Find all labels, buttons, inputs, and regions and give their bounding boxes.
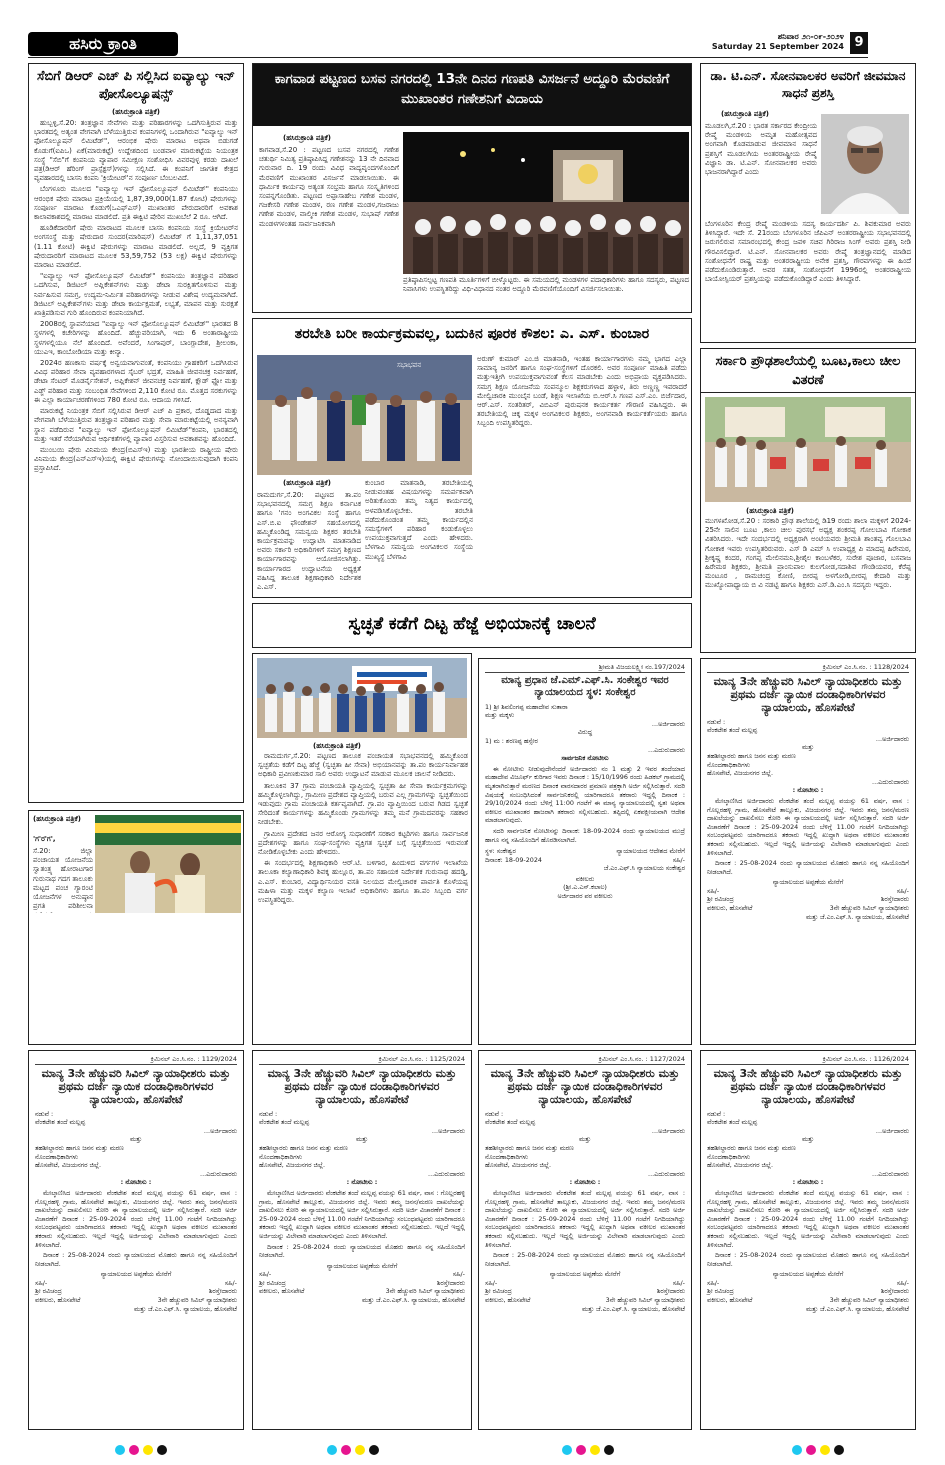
notice-applicant-label: ನಡುವೆ : xyxy=(259,1109,278,1118)
notice-sahi: ಸಹಿ/- xyxy=(452,1270,465,1279)
notice-sign-row xyxy=(35,1296,237,1305)
notice-order: ನ್ಯಾಯಾಲಯದ ಅಪ್ಪಣೆಯ ಮೇರೆಗೆ xyxy=(326,1261,398,1270)
notice-applicant: ವೆಂಕಟೇಶ ತಂದೆ ಮಲ್ಲಪ್ಪ xyxy=(259,1118,310,1127)
notice-hospet xyxy=(478,1050,692,1430)
notice-sahi: ಸಹಿ/- xyxy=(224,1278,237,1287)
article-sebi-para: ಬೆಂಗಳೂರು ಮೂಲದ "ಐವ್ಯಾಲ್ಯು ಇನ್ ಫೋಸೊಲ್ಯೂಷನ್ ಲಿಮಿಟೆಡ್" ಕಂಪನಿಯು ಆರಂಭಿಕ ಷೇರು ಮಾರಾಟ ಪ್ರಕ್ರಿಯೆಯಲ್ಲಿ 1,87,39,000(1.87 ಕೋಟಿ) ಷೇರುಗಳನ್ನು ಸಂಪೂರ್ಣ ಮಾರಾಟ ಕೊಡುಗೆ(ಒಎಫ್ಎಸ್) ಮುಖಾಂತರ ಪೇರುದಾರರಿಗೆ ಅವಕಾಶ ಕಾಲಾವಕಾಶದಲ್ಲಿ ಮಾರಾಟ ಮಾಡಲಿದೆ. ಪ್ರತಿ ಈಕ್ವಿಟಿ ಷೇರಿನ ಮುಖಬೆಲೆ 2 ರೂ. ಆಗಿದೆ. xyxy=(34,185,238,222)
notice-title: ಮಾನ್ಯ 3ನೇ ಹೆಚ್ಚುವರಿ ಸಿವಿಲ್ ನ್ಯಾಯಾಧೀಶರು ಮತ್ತು ಪ್ರಥಮ ದರ್ಜೆ ನ್ಯಾಯಿಕ ದಂಡಾಧಿಕಾರಿಗಳವರ ನ್ಯಾಯಾಲಯ, ಹೊಸಪೇಟೆ xyxy=(713,674,903,714)
notice-court2: ಮತ್ತು ಜೆ.ಎಂ.ಎಫ್.ಸಿ. ನ್ಯಾಯಾಲಯ, ಹೊಸಪೇಟೆ xyxy=(581,1304,685,1313)
registration-marks-left xyxy=(113,1440,169,1459)
registration-dot-black xyxy=(604,1445,614,1455)
notice-sign-row xyxy=(259,1287,465,1296)
notice-party: 1) ಮ : ಶರಣಪ್ಪ ಹಸ್ಸೇರ xyxy=(485,736,538,745)
notice-sahi: ಸಹಿ/- xyxy=(707,886,720,895)
notice-advocate-place: ವಕೀಲರು, ಹೊಸಪೇಟೆ xyxy=(485,1296,531,1305)
registration-dot-magenta xyxy=(341,1445,351,1455)
registration-dot-cyan xyxy=(562,1445,572,1455)
registration-marks-right xyxy=(790,1440,846,1459)
registration-dot-magenta xyxy=(576,1445,586,1455)
notice-sign-row xyxy=(707,1287,909,1296)
notice-dated: ದಿನಾಂಕ: 18-09-2024 xyxy=(485,855,542,864)
notice-sahi: ಸಹಿ/- xyxy=(707,1278,720,1287)
article-sonavalkar xyxy=(700,63,916,343)
notice-sahi: ಸಹಿ/- xyxy=(672,1278,685,1287)
notice-order: ನ್ಯಾಯಾಲಯದ ಅಪ್ಪಣೆಯ ಮೇರೆಗೆ xyxy=(772,1270,844,1279)
notice-versus: ಮತ್ತು xyxy=(801,1135,815,1144)
article-sonavalkar-para1: ಮೂಡಲಗಿ,ಸೆ.20 : ಭಾರತ ಸರ್ಕಾರದ ಕೇಂದ್ರೀಯ ರೇಷ್ಮೆ ಮಂಡಳಿಯ ಅಮೃತ ಮಹೋತ್ಸವದ ಅಂಗವಾಗಿ ಕೊಡಮಾಡುವ ಜೀವಮಾನ ಸಾಧನೆ ಪ್ರಶಸ್ತಿಗೆ ಮೂಡಲಗಿಯ ಅಂತರರಾಷ್ಟ್ರೀಯ ರೇಷ್ಮೆ ವಿಜ್ಞಾನಿ ಡಾ. ಟಿ.ಎನ್. ಸೋನವಾಲಕರ ಅವರು ಭಾಜನರಾಗಿದ್ದಾರೆ ಎಂದು xyxy=(705,122,817,177)
notice-issue: ದಿನಾಂಕ : 25-08-2024 ರಂದು ನ್ಯಾಯಾಲಯದ ಮೊಹರು ಹಾಗೂ ನನ್ನ ಸಹಿಯೊಂದಿಗೆ ನೀಡಲಾಗಿದೆ. xyxy=(259,1242,465,1260)
shoes-photo-svg xyxy=(705,397,911,502)
notice-body: ಮೇಲ್ಕಾಣಿಸಿದ ಅರ್ಜಿದಾರರು ವೆಂಕಟೇಶ ತಂದೆ ಮಲ್ಲಪ್ಪ ವಯಸ್ಸು 61 ವರ್ಷ, ವಾಸ : ಗೊಲ್ಲರಹಳ್ಳಿ ಗ್ರಾಮ, ಹೊಸಪೇಟೆ ತಾಲ್ಲೂಕು, ವಿಜಯನಗರ ಜಿಲ್ಲೆ. ಇವರು ತಮ್ಮ ಜನನ/ಮರಣ ದಾಖಲೆಯನ್ನು ದಾಖಲಿಸಲು ಕೋರಿ ಈ ನ್ಯಾಯಾಲಯದಲ್ಲಿ ಅರ್ಜಿ ಸಲ್ಲಿಸಿರುತ್ತಾರೆ. ಸದರಿ ಅರ್ಜಿ ವಿಚಾರಣೆಗೆ ದಿನಾಂಕ : 25-09-2024 ರಂದು ಬೆಳಿಗ್ಗೆ 11.00 ಗಂಟೆಗೆ ನಿಗದಿಯಾಗಿದ್ದು ಸಂಬಂಧಪಟ್ಟವರು ಯಾರಿಗಾದರೂ ತಕರಾರು ಇದ್ದಲ್ಲಿ ಖುದ್ದಾಗಿ ಅಥವಾ ವಕೀಲರ ಮುಖಾಂತರ ತಕರಾರು ಸಲ್ಲಿಸಬಹುದು. ಇಲ್ಲದೆ ಇದ್ದಲ್ಲಿ ಅರ್ಜಿಯನ್ನು ವಿಲೇವಾರಿ ಮಾಡಲಾಗುವುದು ಎಂದು ತಿಳಿಸಲಾಗಿದೆ. xyxy=(707,1188,909,1249)
notice-sirastedar: ಶಿರಸ್ತೇದಾರರು xyxy=(208,1287,237,1296)
notice-title: ಮಾನ್ಯ 3ನೇ ಹೆಚ್ಚುವರಿ ಸಿವಿಲ್ ನ್ಯಾಯಾಧೀಶರು ಮತ್ತು ಪ್ರಥಮ ದರ್ಜೆ ನ್ಯಾಯಿಕ ದಂಡಾಧಿಕಾರಿಗಳವರ ನ್ಯಾಯಾಲಯ, ಹೊಸಪೇಟೆ xyxy=(490,1066,680,1106)
notice-sirastedar: ಶಿರಸ್ತೇದಾರರು xyxy=(656,1287,685,1296)
article-sonavalkar-byline: (ಹಸಿರುಕ್ರಾಂತಿ ಪತ್ರಿಕೆ) xyxy=(721,110,769,118)
notice-date-text: ಸದರಿ ಸಾರ್ವಜನಿಕ ನೋಟೀಸನ್ನು ದಿನಾಂಕ: 18-09-2024 ರಂದು ನ್ಯಾಯಾಲಯದ ಮುದ್ರೆ ಹಾಗೂ ನನ್ನ ಸಹಿಯೊಂದಿಗೆ ಹೊರಡಿಸಲಾಗಿದೆ. xyxy=(485,826,685,844)
notice-sign-row xyxy=(485,1296,685,1305)
notice-sign-row xyxy=(707,904,909,913)
article-swachh xyxy=(252,603,692,648)
ganesha-photo-svg xyxy=(403,132,689,274)
notice-order: ನ್ಯಾಯಾಲಯದ ಆದೇಶದ ಮೇರೆಗೆ xyxy=(616,847,685,856)
article-shoes-body: ಮುಗಳಖೋಡ,ಸೆ.20 : ಸರಕಾರಿ ಪ್ರೌಢ ಶಾಲೆಯಲ್ಲಿ ಡಿ19 ರಂದು ಶಾಲಾ ಮಕ್ಕಳಿಗೆ 2024-25ನೇ ಸಾಲಿನ ಬೂಟ ,ಕಾಲು ಚೀಲ ಪುರಸಭೆ ಅಧ್ಯಕ್ಷ ಶಂಕರಪ್ಪ ಗೋಲಬಾವಿ ಗೋಕಾಕ ವಿತರಿಸಿದರು. ಇದೇ ಸಂದರ್ಭದಲ್ಲಿ ಅಧ್ಯಕ್ಷರಾಗಿ ಅಂಟಿಯವರು ಶ್ರೀಮತಿ ಶಾಂತವ್ವ ಗೊಲಬಾವಿ ಗೋಕಾಕ ಇವರು ಉಪಸ್ಥಿತರಿರುವರು. ಎಸ್ ಡಿ ಎಮ್ ಸಿ ಉಪಾಧ್ಯಕ್ಷ ಪಿ ಮಾದಪ್ಪ ಹಿರೇಮಠ, ಶ್ರೀಕೃಷ್ಣ ಕಂದರ, ಗಂಗಪ್ಪ ಮೇಲಿನಮನಿ,ಶ್ರೀಶೈಲ ಕಾಂಬಳೆಕರ, ಸುರೇಶ ಪೂಜಾರ, ಬಸವಾಜ ಹಿರೇಮಠ ಶಿಕ್ಷಕರು, ಶ್ರೀಮತಿ ಪ್ರಾಂಸುಪಾಲ ಕುಲಗೋಡ,ಸದಾಶಿವ ಗೌಂಡಿಯವರ, ಕೆರೆಪ್ಪ ಮಂಟೂರ , ರಾಮಚಂದ್ರ ಕೋಣಿ, ಬೀರಪ್ಪ ಅಳಗೋಡಿ,ಬೀರಪ್ಪ ಕೇದಾರಿ ಮತ್ತು ಮುಖ್ಯೋಪಾಧ್ಯಾಯ ಬಿ ವಿ ನಡಟ್ಟಿ ಹಾಗೂ ಶಿಕ್ಷಕರು ಎಸ್.ಡಿ.ಎಂ.ಸಿ ಸದಸ್ಯರು ಇದ್ದರು. xyxy=(705,517,911,590)
notice-court: 3ನೇ ಹೆಚ್ಚುವರಿ ಸಿವಿಲ್ ನ್ಯಾಯಾಧೀಶರು xyxy=(829,1296,909,1305)
article-felicitation-cont xyxy=(33,915,239,1041)
notice-advocate-name: ಶ್ರೀ ರವಿಚಂದ್ರ xyxy=(485,1287,512,1296)
article-sonavalkar-title: ಡಾ. ಟಿ.ಎನ್. ಸೋನವಾಲಕರ ಅವರಿಗೆ ಜೀವಮಾನ ಸಾಧನೆ ಪ್ರಶಸ್ತಿ xyxy=(710,69,906,100)
notice-sahi: ಸಹಿ/- xyxy=(896,886,909,895)
notice-heading: : ನೋಟೀಸು : xyxy=(792,1178,824,1187)
notice-body: ಮೇಲ್ಕಾಣಿಸಿದ ಅರ್ಜಿದಾರರು ವೆಂಕಟೇಶ ತಂದೆ ಮಲ್ಲಪ್ಪ ವಯಸ್ಸು 61 ವರ್ಷ, ವಾಸ : ಗೊಲ್ಲರಹಳ್ಳಿ ಗ್ರಾಮ, ಹೊಸಪೇಟೆ ತಾಲ್ಲೂಕು, ವಿಜಯನಗರ ಜಿಲ್ಲೆ. ಇವರು ತಮ್ಮ ಜನನ/ಮರಣ ದಾಖಲೆಯನ್ನು ದಾಖಲಿಸಲು ಕೋರಿ ಈ ನ್ಯಾಯಾಲಯದಲ್ಲಿ ಅರ್ಜಿ ಸಲ್ಲಿಸಿರುತ್ತಾರೆ. ಸದರಿ ಅರ್ಜಿ ವಿಚಾರಣೆಗೆ ದಿನಾಂಕ : 25-09-2024 ರಂದು ಬೆಳಿಗ್ಗೆ 11.00 ಗಂಟೆಗೆ ನಿಗದಿಯಾಗಿದ್ದು ಸಂಬಂಧಪಟ್ಟವರು ಯಾರಿಗಾದರೂ ತಕರಾರು ಇದ್ದಲ್ಲಿ ಖುದ್ದಾಗಿ ಅಥವಾ ವಕೀಲರ ಮುಖಾಂತರ ತಕರಾರು ಸಲ್ಲಿಸಬಹುದು. ಇಲ್ಲದೆ ಇದ್ದಲ್ಲಿ ಅರ್ಜಿಯನ್ನು ವಿಲೇವಾರಿ ಮಾಡಲಾಗುವುದು ಎಂದು ತಿಳಿಸಲಾಗಿದೆ. xyxy=(35,1188,237,1249)
notice-court: 3ನೇ ಹೆಚ್ಚುವರಿ ಸಿವಿಲ್ ನ್ಯಾಯಾಧೀಶರು xyxy=(829,904,909,913)
notice-case-number: ಕ್ರಿಮಿನಲ್ ಎಂ.ಸಿ.ನಂ. : 1127/2024 xyxy=(485,1055,685,1065)
article-swachh-byline: (ಹಸಿರುಕ್ರಾಂತಿ ಪತ್ರಿಕೆ) xyxy=(313,742,361,750)
notice-title: ಮಾನ್ಯ 3ನೇ ಹೆಚ್ಚುವರಿ ಸಿವಿಲ್ ನ್ಯಾಯಾಧೀಶರು ಮತ್ತು ಪ್ರಥಮ ದರ್ಜೆ ನ್ಯಾಯಿಕ ದಂಡಾಧಿಕಾರಿಗಳವರ ನ್ಯಾಯಾಲಯ, ಹೊಸಪೇಟೆ xyxy=(713,1066,903,1106)
article-kumbar-col3: ಅರುಣ್ ಕುಮಾರ್ ಎಂ.ಜಿ ಮಾತನಾಡಿ, ಇಂತಹ ಕಾರ್ಯಾಗಾರಗಳು ನಮ್ಮ ಭಾಗದ ಎಲ್ಲಾ ಸಾಮಾನ್ಯ ಜನರಿಗೆ ಹಾಗೂ ಸಂಘ-ಸಂಸ್ಥೆಗಳಿಗೆ ದೊರಕಲಿ. ಅವರ ಸಂಪೂರ್ಣ ಮಾಹಿತಿ ಪಡೆದು ಮತ್ತುಇತ್ತೀಗಿ ಉಪಯುಕ್ತವಾಗುವಂತೆ ಕೆಲಸ ಮಾಡಬೇಕು ಎಂದು ಅಭಿಪ್ರಾಯ ವ್ಯಕ್ತಪಡಿಸಿದರು. ಸಮಗ್ರ ಶಿಕ್ಷಣ ಯೋಜನೆಯ ಸಂಪನ್ಮೂಲ ಶಿಕ್ಷಕರುಗಳಾದ ಹಳ್ಳಾಳ, ತಿರು ಅಣ್ಣಣ್ಣ ಇವರಾದರೆ ಮೇಲ್ವಿಚಾರಕಿ ಮುಂಬೈನ ಬಂಡೆ, ಶಿಕ್ಷಣ ಇಲಾಖೆಯ ಬಿ.ಆರ್.ಸಿ ಗಣಪ ಎಸ್.ಎಂ. ಬಿರ್ಜೆದಾರ, ಆರ್.ಎಸ್. ಸಂತರಿತರ್, ವಿಬಿಎನ್ ಪುರುಷನಕ ಕಾರ್ಯಕರ್ತ ಗೌರಾಣಿ ವಹಿಸಿದ್ದರು. ಈ ತರಬೇತಿಯಲ್ಲಿ ಚಿಕ್ಕ ಮಕ್ಕಳ ಅಂಗವಿಕಲರ ಶಿಕ್ಷಕರು, ಅಂಗನವಾಡಿ ಕಾರ್ಯಕರ್ತೆಯರು ಹಾಗೂ ಸಿಬ್ಬಂದಿ ಉಪಸ್ಥಿತರಿದ್ದರು. xyxy=(477,355,687,428)
article-kumbar-col1: ರಾಮದುರ್ಗ,ಸೆ.20: ಪಟ್ಟಣದ ತಾ.ಪಂ ಸಭಾಭವನದಲ್ಲಿ ಸಮಗ್ರ ಶಿಕ್ಷಣ ಕರ್ನಾಟಕ ಹಾಗೂ 'ಗನಂ ಅಂಗವಿಕಲ ಸಂಸ್ಥೆ ಹಾಗೂ ಎಸ್.ಬಿ.ಐ ಫೌಂಡೇಶನ್ ಸಹಯೋಗದಲ್ಲಿ ಹಮ್ಮಿಕೊಂಡಿದ್ದ ಸಮನ್ವಯ ಶಿಕ್ಷಕರ ತರಬೇತಿ ಕಾರ್ಯಕ್ರಮವನ್ನು ಉದ್ಘಾಟಿಸಿ ಮಾತನಾಡಿದ ಅವರು ಸರ್ಕಾರಿ ಅಧಿಕಾರಿಗಳಿಗೆ ಸಮಗ್ರ ಶಿಕ್ಷಣದ ಕಾರ್ಯಾಗಾರವನ್ನು ಆಯೋಜಿಸಲಾಗಿತ್ತು. ಕಾರ್ಯಾಗಾರದ ಉದ್ಘಾಟನೆಯ ಅಧ್ಯಕ್ಷತೆ ವಹಿಸಿದ್ದ ತಾಲೂಕ ಶಿಕ್ಷಣಾಧಿಕಾರಿ ನಿರ್ದೇಶಕ ಎ.ಎಸ್. xyxy=(257,491,361,592)
training-photo-svg xyxy=(257,355,472,475)
notice-respondent-role: ...ಎದುರುದಾರರು xyxy=(428,1169,465,1178)
notice-issue: ದಿನಾಂಕ : 25-08-2024 ರಂದು ನ್ಯಾಯಾಲಯದ ಮೊಹರು ಹಾಗೂ ನನ್ನ ಸಹಿಯೊಂದಿಗೆ ನೀಡಲಾಗಿದೆ. xyxy=(35,1251,237,1268)
notice-advocate-name: ಶ್ರೀ ರವಿಚಂದ್ರ xyxy=(707,895,734,904)
notice-applicant-role: ...ಅರ್ಜಿದಾರರು xyxy=(875,734,909,743)
notice-applicant-label: ನಡುವೆ : xyxy=(707,717,726,726)
notice-respondent: ಹೊಸಪೇಟೆ, ವಿಜಯನಗರ ಜಿಲ್ಲೆ. xyxy=(485,1161,552,1170)
notice-heading: : ನೋಟೀಸು : xyxy=(120,1178,152,1187)
registration-dot-magenta xyxy=(806,1445,816,1455)
date-block xyxy=(712,32,844,51)
article-felicitation-body: ಸೆ.20: ಜಿಲ್ಲಾ ಪಂಚಾಯತ ಯೋಜನೆಯ ಸ್ವಾತಂತ್ರ್ಯ ಹೋರಾಟಗಾರ ಗುರುನಾಥ ಗದಗ ತಾಲೂಕು ಮಟ್ಟದ ಪಂಚ ಗ್ಯಾರಂಟಿ ಯೋಜನೆಗಳ ಅನುಷ್ಠಾನ ಪ್ರಗತಿ ಪರಿಶೀಲನಾ xyxy=(33,847,93,911)
registration-dot-black xyxy=(369,1445,379,1455)
newspaper-name: ಹಸಿರು ಕ್ರಾಂತಿ xyxy=(69,34,137,53)
felicitation-photo xyxy=(95,815,241,913)
notice-advocate-place: ವಕೀಲರು, ಹೊಸಪೇಟೆ xyxy=(707,904,753,913)
notice-sign-row xyxy=(259,1270,465,1279)
registration-dot-yellow xyxy=(590,1445,600,1455)
notice-advocate-name: (ಶ್ರೀ.ಎ.ಎಸ್.ಕಲಾಲ) xyxy=(563,883,607,892)
notice-advocate-place: ವಕೀಲರು, ಹೊಸಪೇಟೆ xyxy=(259,1287,305,1296)
article-shoes-byline: (ಹಸಿರುಕ್ರಾಂತಿ ಪತ್ರಿಕೆ) xyxy=(746,507,794,515)
notice-sign-row xyxy=(707,1279,909,1288)
article-sebi-para: 2008ರಲ್ಲಿ ಸ್ಥಾಪನೆಯಾದ "ಐವ್ಯಾಲ್ಯು ಇನ್ ಫೋಸೊಲ್ಯೂಷನ್ ಲಿಮಿಟೆಡ್" ಭಾರತದ 8 ಸ್ಥಳಗಳಲ್ಲಿ ಕಚೇರಿಗಳನ್ನು ಹೊಂದಿದೆ. ಹೆಚ್ಚುವರಿಯಾಗಿ, ಇದು 6 ಅಂತಾರಾಷ್ಟ್ರೀಯ ಸ್ಥಳಗಳಲ್ಲಿಯೂ ನೆಲೆ ಹೊಂದಿದೆ. ಅವೆಂದರೆ, ಸಿಂಗಾಪುರ್, ಬಾಂಗ್ಲಾದೇಶ, ಶ್ರೀಲಂಕಾ, ಯುಎಇ, ಕಾಂಬೋಡಿಯಾ ಮತ್ತು ಕೀನ್ಯಾ. xyxy=(34,320,238,356)
notice-party-role: ...ಅರ್ಜಿದಾರರು xyxy=(651,719,685,728)
notice-applicant: ವೆಂಕಟೇಶ ತಂದೆ ಮಲ್ಲಪ್ಪ xyxy=(485,1118,536,1127)
date-english: Saturday 21 September 2024 xyxy=(711,42,844,51)
notice-advocate: ವಕೀಲರು xyxy=(575,874,595,883)
notice-advocate-name: ಶ್ರೀ ರವಿಚಂದ್ರ xyxy=(259,1278,286,1287)
notice-hospet xyxy=(28,1050,244,1430)
notice-sign-row xyxy=(707,895,909,904)
portrait-svg xyxy=(821,114,909,214)
article-kumbar-byline: (ಹಸಿರುಕ್ರಾಂತಿ ಪತ್ರಿಕೆ) xyxy=(283,479,331,487)
article-swachh-para: ಗ್ರಾಮೀಣ ಪ್ರದೇಶದ ಜನರ ಆರೋಗ್ಯ ಸುಧಾರಣೆಗೆ ಸರಕಾರ ಕಟ್ಟರಿಗಳು ಹಾಗೂ ಸಾರ್ವಜನಿಕ ಪ್ರದೇಶಗಳನ್ನು ಹಾಗೂ ಸಂಘ-ಸಂಸ್ಥೆಗಳು ವ್ಯಕ್ತಿಗತ ಸ್ವಚ್ಛತೆ ಬಗ್ಗೆ ಸ್ವಚ್ಛತೆಯಿಂದ ಇರುವಂತೆ ನೋಡಿಕೊಳ್ಳಬೇಕು ಎಂದು ಹೇಳಿದರು. xyxy=(258,829,468,857)
registration-dot-yellow xyxy=(143,1445,153,1455)
article-swachh-body xyxy=(252,653,472,1045)
notice-applicant: ವೆಂಕಟೇಶ ತಂದೆ ಮಲ್ಲಪ್ಪ xyxy=(707,1118,758,1127)
notice-sankeshwar xyxy=(478,658,692,1045)
notice-sign-row xyxy=(259,1279,465,1288)
registration-dot-yellow xyxy=(820,1445,830,1455)
notice-respondent: ನೊಂದಣಾಧಿಕಾರಿಗಳು xyxy=(707,760,751,769)
article-kumbar-title: ತರಬೇತಿ ಬರೀ ಕಾರ್ಯಕ್ರಮವಲ್ಲ, ಬದುಕಿನ ಪೂರಕ ಕೌಶಲ: ಎ. ಎಸ್. ಕುಂಬಾರ xyxy=(294,326,650,342)
page-number: 9 xyxy=(850,32,868,54)
notice-body: ಮೇಲ್ಕಾಣಿಸಿದ ಅರ್ಜಿದಾರರು ವೆಂಕಟೇಶ ತಂದೆ ಮಲ್ಲಪ್ಪ ವಯಸ್ಸು 61 ವರ್ಷ, ವಾಸ : ಗೊಲ್ಲರಹಳ್ಳಿ ಗ್ರಾಮ, ಹೊಸಪೇಟೆ ತಾಲ್ಲೂಕು, ವಿಜಯನಗರ ಜಿಲ್ಲೆ. ಇವರು ತಮ್ಮ ಜನನ/ಮರಣ ದಾಖಲೆಯನ್ನು ದಾಖಲಿಸಲು ಕೋರಿ ಈ ನ್ಯಾಯಾಲಯದಲ್ಲಿ ಅರ್ಜಿ ಸಲ್ಲಿಸಿರುತ್ತಾರೆ. ಸದರಿ ಅರ್ಜಿ ವಿಚಾರಣೆಗೆ ದಿನಾಂಕ : 25-09-2024 ರಂದು ಬೆಳಿಗ್ಗೆ 11.00 ಗಂಟೆಗೆ ನಿಗದಿಯಾಗಿದ್ದು ಸಂಬಂಧಪಟ್ಟವರು ಯಾರಿಗಾದರೂ ತಕರಾರು ಇದ್ದಲ್ಲಿ ಖುದ್ದಾಗಿ ಅಥವಾ ವಕೀಲರ ಮುಖಾಂತರ ತಕರಾರು ಸಲ್ಲಿಸಬಹುದು. ಇಲ್ಲದೆ ಇದ್ದಲ್ಲಿ ಅರ್ಜಿಯನ್ನು ವಿಲೇವಾರಿ ಮಾಡಲಾಗುವುದು ಎಂದು ತಿಳಿಸಲಾಗಿದೆ. xyxy=(707,796,909,857)
notice-versus: ಮತ್ತು xyxy=(129,1135,143,1144)
notice-advocate-name: ಶ್ರೀ ರವಿಚಂದ್ರ xyxy=(35,1287,62,1296)
training-program-photo xyxy=(257,355,472,475)
registration-dot-cyan xyxy=(792,1445,802,1455)
notice-issue: ದಿನಾಂಕ : 25-08-2024 ರಂದು ನ್ಯಾಯಾಲಯದ ಮೊಹರು ಹಾಗೂ ನನ್ನ ಸಹಿಯೊಂದಿಗೆ ನೀಡಲಾಗಿದೆ. xyxy=(485,1251,685,1268)
registration-dot-black xyxy=(157,1445,167,1455)
notice-heading: : ನೋಟೀಸು : xyxy=(792,786,824,795)
notice-applicant-role: ...ಅರ್ಜಿದಾರರು xyxy=(203,1126,237,1135)
article-sebi-body xyxy=(34,119,238,789)
registration-dot-black xyxy=(834,1445,844,1455)
notice-applicant-role: ...ಅರ್ಜಿದಾರರು xyxy=(431,1126,465,1135)
notice-party: 1) ಶ್ರೀ ಶಿವಲಿಂಗಪ್ಪ ಮಹಾದೇವ ಸುತಾರಾ xyxy=(485,702,568,711)
notice-versus: ಮತ್ತು xyxy=(578,1135,592,1144)
article-felicitation xyxy=(28,810,244,1045)
notice-applicant-role: ...ಅರ್ಜಿದಾರರು xyxy=(651,1126,685,1135)
notice-case-number: ಕ್ರಿಮಿನಲ್ ಎಂ.ಸಿ.ನಂ. : 1126/2024 xyxy=(707,1055,909,1065)
registration-marks-3 xyxy=(560,1440,616,1459)
notice-place-row xyxy=(485,847,685,856)
notice-body: ಮೇಲ್ಕಾಣಿಸಿದ ಅರ್ಜಿದಾರರು ವೆಂಕಟೇಶ ತಂದೆ ಮಲ್ಲಪ್ಪ ವಯಸ್ಸು 61 ವರ್ಷ, ವಾಸ : ಗೊಲ್ಲರಹಳ್ಳಿ ಗ್ರಾಮ, ಹೊಸಪೇಟೆ ತಾಲ್ಲೂಕು, ವಿಜಯನಗರ ಜಿಲ್ಲೆ. ಇವರು ತಮ್ಮ ಜನನ/ಮರಣ ದಾಖಲೆಯನ್ನು ದಾಖಲಿಸಲು ಕೋರಿ ಈ ನ್ಯಾಯಾಲಯದಲ್ಲಿ ಅರ್ಜಿ ಸಲ್ಲಿಸಿರುತ್ತಾರೆ. ಸದರಿ ಅರ್ಜಿ ವಿಚಾರಣೆಗೆ ದಿನಾಂಕ : 25-09-2024 ರಂದು ಬೆಳಿಗ್ಗೆ 11.00 ಗಂಟೆಗೆ ನಿಗದಿಯಾಗಿದ್ದು ಸಂಬಂಧಪಟ್ಟವರು ಯಾರಿಗಾದರೂ ತಕರಾರು ಇದ್ದಲ್ಲಿ ಖುದ್ದಾಗಿ ಅಥವಾ ವಕೀಲರ ಮುಖಾಂತರ ತಕರಾರು ಸಲ್ಲಿಸಬಹುದು. ಇಲ್ಲದೆ ಇದ್ದಲ್ಲಿ ಅರ್ಜಿಯನ್ನು ವಿಲೇವಾರಿ ಮಾಡಲಾಗುವುದು ಎಂದು ತಿಳಿಸಲಾಗಿದೆ. xyxy=(485,1188,685,1249)
notice-hospet xyxy=(700,658,916,1045)
notice-applicant: ವೆಂಕಟೇಶ ತಂದೆ ಮಲ್ಲಪ್ಪ xyxy=(707,726,758,735)
article-sebi-para: ಹುಬ್ಬಳ್ಳಿ,ಸೆ.20: ತಂತ್ರಜ್ಞಾನ ಸೇವೆಗಳು ಮತ್ತು ಪರಿಹಾರಗಳನ್ನು ಒದಗಿಸುತ್ತಿರುವ ಮತ್ತು ಭಾರತದಲ್ಲಿ ಅತ್ಯಂತ ವೇಗವಾಗಿ ಬೆಳೆಯುತ್ತಿರುವ ಕಂಪನಿಗಳಲ್ಲಿ ಒಂದಾಗಿರುವ "ಐವ್ಯಾಲ್ಯು ಇನ್ ಫೋಸೊಲ್ಯೂಷನ್ ಲಿಮಿಟೆಡ್", ಆರಂಭಿಕ ಷೇರು ಮಾರಾಟ ಅಥವಾ ಬಿಡುಗಡೆ ಕೊಡುಗೆ(ಐಪಿಒ) ಏಕೆ(ಮಾರುಕಟ್ಟೆ) ಉದ್ದೇಶದಿಂದ ಬಂಡವಾಳ ಮಾರುಕಟ್ಟೆಯ ನಿಯಂತ್ರಕ ಸಂಸ್ಥೆ "ಸೆಬಿ"ಗೆ ಕಂಪನಿಯ ವ್ಯಾಪಾರ ಸಮೀಕ್ಷಣ ಸಂಶೋಧಿಸಿ ವಿವರವುಳ್ಳ ಕರಡು ದಾಖಲೆ ಪತ್ರ(ಡಿಆರ್ ಹೆರಿಂಗ್ ಪ್ರಾಸ್ಪೆಕ್ಟಸ್)ಗಳನ್ನು ಸಲ್ಲಿಸಿದೆ. ಈ ಕಂಪನಿಗೆ ಜಾಗತಿಕ ಕೇತ್ರದ ವ್ಯವಹಾರದಲ್ಲಿ ಬಾಸನಿ ಕಂಪನಿ 'ಕ್ರಿಯೇಟರ್'ನ ಸಂಪೂರ್ಣ ಬೆಂಬಲವಿದೆ. xyxy=(34,119,238,183)
article-sebi-para: ಹೂಡಿಕೆದಾರರಿಗೆ ಷೇರು ಮಾರಾಟದ ಮೂಲಕ ಬಾಸನಿ ಕಂಪನಿಯ ಸಂಸ್ಥೆ ಕ್ರಿಯೇಟರ್‌ನ ಅಂಗಸಂಸ್ಥೆ ಮತ್ತು ಷೇರುದಾರ ಸುಂದರ(ಮಾರಿಷಸ್) ಲಿಮಿಟೆಡ್ ಗೆ 1,11,37,051 (1.11 ಕೋಟಿ) ಈಕ್ವಿಟಿ ಷೇರುಗಳನ್ನು ಮಾರಾಟ ಮಾಡಲಿದೆ. ಅಲ್ಲದೆ, 9 ವ್ಯಕ್ತಿಗತ ಷೇರುದಾರರಿಗೆ ಮಾರಾಟದ ಮೂಲಕ 53,59,752 (53 ಲಕ್ಷ) ಈಕ್ವಿಟಿ ಷೇರುಗಳನ್ನು ಮಾರಾಟ ಮಾಡಲಿದೆ. xyxy=(34,224,238,270)
swachh-event-photo xyxy=(257,658,467,738)
notice-court: 3ನೇ ಹೆಚ್ಚುವರಿ ಸಿವಿಲ್ ನ್ಯಾಯಾಧೀಶರು xyxy=(605,1296,685,1305)
notice-sahi: ಸಹಿ/- xyxy=(35,1278,48,1287)
notice-body: ಮೇಲ್ಕಾಣಿಸಿದ ಅರ್ಜಿದಾರರು ವೆಂಕಟೇಶ ತಂದೆ ಮಲ್ಲಪ್ಪ ವಯಸ್ಸು 61 ವರ್ಷ, ವಾಸ : ಗೊಲ್ಲರಹಳ್ಳಿ ಗ್ರಾಮ, ಹೊಸಪೇಟೆ ತಾಲ್ಲೂಕು, ವಿಜಯನಗರ ಜಿಲ್ಲೆ. ಇವರು ತಮ್ಮ ಜನನ/ಮರಣ ದಾಖಲೆಯನ್ನು ದಾಖಲಿಸಲು ಕೋರಿ ಈ ನ್ಯಾಯಾಲಯದಲ್ಲಿ ಅರ್ಜಿ ಸಲ್ಲಿಸಿರುತ್ತಾರೆ. ಸದರಿ ಅರ್ಜಿ ವಿಚಾರಣೆಗೆ ದಿನಾಂಕ : 25-09-2024 ರಂದು ಬೆಳಿಗ್ಗೆ 11.00 ಗಂಟೆಗೆ ನಿಗದಿಯಾಗಿದ್ದು ಸಂಬಂಧಪಟ್ಟವರು ಯಾರಿಗಾದರೂ ತಕರಾರು ಇದ್ದಲ್ಲಿ ಖುದ್ದಾಗಿ ಅಥವಾ ವಕೀಲರ ಮುಖಾಂತರ ತಕರಾರು ಸಲ್ಲಿಸಬಹುದು. ಇಲ್ಲದೆ ಇದ್ದಲ್ಲಿ ಅರ್ಜಿಯನ್ನು ವಿಲೇವಾರಿ ಮಾಡಲಾಗುವುದು ಎಂದು ತಿಳಿಸಲಾಗಿದೆ. xyxy=(259,1188,465,1240)
notice-case-number: ಶ್ರೀಮತಿ ವಿಜಯಲಕ್ಷ್ಮೀ ನಂ.197/2024 xyxy=(485,663,685,673)
notice-sahi: ಸಹಿ/- xyxy=(672,855,685,864)
notice-respondent: ಹೊಸಪೇಟೆ, ವಿಜಯನಗರ ಜಿಲ್ಲೆ. xyxy=(35,1161,102,1170)
notice-applicant-label: ನಡುವೆ : xyxy=(707,1109,726,1118)
notice-heading: : ನೋಟೀಸು : xyxy=(346,1178,378,1187)
article-sebi-para: ಮಾರುಕಟ್ಟೆ ನಿಯಂತ್ರಕ ಸೆಬಿಗೆ ಸಲ್ಲಿಸಿರುವ ಡಿಆರ್ ಎಚ್ ಪಿ ಪ್ರಕಾರ, ದೊಡ್ಡದಾದ ಮತ್ತು ವೇಗವಾಗಿ ಬೆಳೆಯುತ್ತಿರುವ ತಂತ್ರಜ್ಞಾನ ಪರಿಹಾರ ಮತ್ತು ಸೇವಾ ಮಾರುಕಟ್ಟೆಯಲ್ಲಿ ಅನನ್ಯವಾಗಿ ಸ್ಥಾನ ಪಡೆದಿರುವ "ಐವ್ಯಾಲ್ಯು ಇನ್ ಫೋಸೊಲ್ಯೂಷನ್ ಲಿಮಿಟೆಡ್"ಕಂಪನಿ, ಭಾರತದಲ್ಲಿ ಮತ್ತು ಇತರೆ ನೆರೆಯಾಗಿರುವ ಆರ್ಥಿಕತೆಗಳಲ್ಲಿ ವ್ಯಾಪಾರ ವಿಸ್ತರಿಸುವ ಅವಕಾಶವನ್ನು ಹೊಂದಿದೆ. xyxy=(34,407,238,443)
notice-sahi: ಸಹಿ/- xyxy=(896,1278,909,1287)
notice-advocate-role: ಅರ್ಜಿದಾರರ ಪರ ವಕೀಲರು xyxy=(557,892,613,901)
registration-dot-cyan xyxy=(327,1445,337,1455)
article-kumbar-col2: ಕುಂಬಾರ ಮಾತನಾಡಿ, ತರಬೇತಿಯಲ್ಲಿ ನೀಡುವಂತಹ ವಿಷಯಗಳನ್ನು ಸಮರ್ಪಕವಾಗಿ ಅರಿತುಕೊಂಡು ತಮ್ಮ ನಿತ್ಯದ ಕಾರ್ಯದಲ್ಲಿ ಅಳವಡಿಸಿಕೊಳ್ಳಬೇಕು. ತರಬೇತಿ ಪಡೆದುಕೊಂಡಂತ ತಮ್ಮ ಕಾರ್ಯದಲ್ಲಿನ ಸಮಸ್ಯೆಗಳಿಗೆ ಪರಿಹಾರ ಕಂಡುಕೊಳ್ಳಲು ಉಪಯುಕ್ತವಾಗುತ್ತದೆ ಎಂದು ಹೇಳಿದರು. ಬೆಳಗಾವಿ ಸಮನ್ವಯ ಅಂಗವಿಕಲರ ಸಂಸ್ಥೆಯ ಮುಖ್ಯಸ್ಥೆ ಬೆಳಗಾವಿ xyxy=(365,479,473,561)
notice-applicant-role: ...ಅರ್ಜಿದಾರರು xyxy=(875,1126,909,1135)
notice-title: ಮಾನ್ಯ 3ನೇ ಹೆಚ್ಚುವರಿ ಸಿವಿಲ್ ನ್ಯಾಯಾಧೀಶರು ಮತ್ತು ಪ್ರಥಮ ದರ್ಜೆ ನ್ಯಾಯಿಕ ದಂಡಾಧಿಕಾರಿಗಳವರ ನ್ಯಾಯಾಲಯ, ಹೊಸಪೇಟೆ xyxy=(41,1066,231,1106)
registration-dot-magenta xyxy=(129,1445,139,1455)
notice-case-number: ಕ್ರಿಮಿನಲ್ ಎಂ.ಸಿ.ನಂ. : 1129/2024 xyxy=(35,1055,237,1065)
article-swachh-para: ಈ ಸಂದರ್ಭದಲ್ಲಿ ಶಿಕ್ಷಣಾಧಿಕಾರಿ ಆರ್.ಟಿ. ಬಳಿಗಾರ, ಹಿಂದುಳಿದ ವರ್ಗಗಳ ಇಲಾಖೆಯ ತಾಲೂಕಾ ಕಲ್ಯಾಣಾಧಿಕಾರಿ ಶಿವಕ್ಕ ಹುಲ್ಲೂರ, ತಾ.ಪಂ ಸಹಾಯಕ ನಿರ್ದೇಶಕ ಗುರುನಾಥ ಹದಡ್ಡಿ, ಎ.ಎಸ್. ಕುಂಬಾರ, ವಿದ್ಯಾರ್ಥಿನಿಯರ ವಸತಿ ನಿಲಯದ ಮೇಲ್ವಿಚಾರಕ ಪಾರ್ವತಿ ಕೊಳೆಯಪ್ಪ ಮಹಿಳಾ ಮತ್ತು ಮಕ್ಕಳ ಕಲ್ಯಾಣ ಇಲಾಖೆ ಅಧಿಕಾರಿಗಳು ಹಾಗೂ ತಾ.ಪಂ ಸಿಬ್ಬಂದಿ ವರ್ಗ ಉಪಸ್ಥಿತರಿದ್ದರು. xyxy=(258,859,468,905)
masthead xyxy=(28,30,868,58)
notice-versus: ಮತ್ತು xyxy=(801,743,815,752)
notice-body: ಈ ನೋಟೀಸು ನೀಡುವುದೇನೆಂದರೆ ಅರ್ಜಿದಾರರು ನಂ 1 ಮತ್ತು 2 ಇವರ ತಂದೆಯಾದ ಮಹಾದೇವ ವಿಜೂರ್ಫ್ ಕುರಿಗಾರ ಇವರು ದಿನಾಂಕ : 15/10/1996 ರಂದು ಹಿಡಕಲ್ ಗ್ರಾಮದಲ್ಲಿ ಮೃತರಾಗಿರುತ್ತಾರೆ ಮರಣದ ದಿನಾಂಕ ವಾರಸದಾರರ ಪ್ರಮಾಣ ಪತ್ರಕ್ಕಾಗಿ ಅರ್ಜಿ ಸಲ್ಲಿಸಿರುತ್ತಾರೆ. ಸದರಿ ವಿಷಯಕ್ಕೆ ಸಂಬಂಧಿಸಿದಂತೆ ಸಾರ್ವಜನಿಕರಲ್ಲಿ ಯಾರಿಗಾದರೂ ತಕರಾರು ಇದ್ದಲ್ಲಿ ದಿನಾಂಕ : 29/10/2024 ರಂದು ಬೆಳಿಗ್ಗೆ 11:00 ಗಂಟೆಗೆ ಈ ಮಾನ್ಯ ನ್ಯಾಯಾಲಯದಲ್ಲಿ ಸ್ವತಃ ಅಥವಾ ವಕೀಲರ ಮುಖಾಂತರ ಹಾಜರಾಗಿ ತಕರಾರು ಸಲ್ಲಿಸಬಹುದು. ತಪ್ಪಿದಲ್ಲಿ ಏಕಪಕ್ಷೀಯವಾಗಿ ಆದೇಶ ಮಾಡಲಾಗುವುದು. xyxy=(485,764,685,825)
notice-sirastedar: ಶಿರಸ್ತೇದಾರರು xyxy=(436,1278,465,1287)
notice-place: ಸ್ಥಳ: ಸಂಕೇಶ್ವರ xyxy=(485,847,516,856)
notice-title: ಮಾನ್ಯ 3ನೇ ಹೆಚ್ಚುವರಿ ಸಿವಿಲ್ ನ್ಯಾಯಾಧೀಶರು ಮತ್ತು ಪ್ರಥಮ ದರ್ಜೆ ನ್ಯಾಯಿಕ ದಂಡಾಧಿಕಾರಿಗಳವರ ನ್ಯಾಯಾಲಯ, ಹೊಸಪೇಟೆ xyxy=(267,1066,457,1106)
notice-sign-row xyxy=(35,1279,237,1288)
masthead-name-box xyxy=(28,32,178,56)
notice-respondent: ನೊಂದಣಾಧಿಕಾರಿಗಳು xyxy=(259,1152,303,1161)
notice-hospet xyxy=(252,1050,472,1430)
article-felicitation-byline: (ಹಸಿರುಕ್ರಾಂತಿ ಪತ್ರಿಕೆ) xyxy=(33,815,81,823)
article-ganesha-para1: ಕಾಗವಾಡ,ಸೆ.20 : ಪಟ್ಟಣದ ಬಸವ ನಗರದಲ್ಲಿ ಗಣೇಶ ಚತುರ್ಥಿ ನಿಮಿತ್ಯ ಪ್ರತಿಷ್ಠಾಪಿಸಿದ್ದ ಗಣೇಶನನ್ನು 13 ನೇ ದಿನವಾದ ಗುರುವಾರ ದಿ. 19 ರಂದು ವಿವಿಧ ವಾದ್ಯವೃಂದಗಳೊಂದಿಗೆ ಮೆರವಣಿಗೆ ಮುಖಾಂತರ ವಿಸರ್ಜನೆ ಮಾಡಲಾಯಿತು. ಈ ಧಾರ್ಮಿಕ ಕಾರ್ಯವು ಅತ್ಯಂತ ಸಂಭ್ರಮ ಹಾಗೂ ಸಂಸ್ಕೃತಿಗಳಿಂದ ಸಂಪನ್ನಗೊಂಡಿತು. ಪಟ್ಟಣದ ಅಪ್ಪಾಸಾಹೇಬ ಗಣೇಶ ಮಂಡಳ, ಗಜಕೇಸರಿ ಗಣೇಶ ಮಂಡಳ, ರಣ ಗಣೇಶ ಮಂಡಳ,ಗಜರಾಜು ಗಣೇಶ ಮಂಡಳ, ವಾಲ್ಮೀಕಿ ಗಣೇಶ ಮಂಡಳ, ಸುಭಾಷ್ ಗಣೇಶ ಮಂಡಳಗಳಂತಹ ಸಾರ್ವಜನಿಕವಾಗಿ xyxy=(259,146,399,228)
notice-applicant-row xyxy=(35,1110,237,1119)
notice-applicant-row xyxy=(707,718,909,727)
notice-court: 3ನೇ ಹೆಚ್ಚುವರಿ ಸಿವಿಲ್ ನ್ಯಾಯಾಧೀಶರು xyxy=(157,1296,237,1305)
notice-order: ನ್ಯಾಯಾಲಯದ ಅಪ್ಪಣೆಯ ಮೇರೆಗೆ xyxy=(100,1270,172,1279)
notice-respondent: ತಹಶೀಲ್ದಾರರು ಹಾಗೂ ಜನನ ಮತ್ತು ಮರಣ xyxy=(35,1143,124,1152)
notice-respondent: ಹೊಸಪೇಟೆ, ವಿಜಯನಗರ ಜಿಲ್ಲೆ. xyxy=(707,769,774,778)
notice-court2: ಮತ್ತು ಜೆ.ಎಂ.ಎಫ್.ಸಿ. ನ್ಯಾಯಾಲಯ, ಹೊಸಪೇಟೆ xyxy=(133,1304,237,1313)
article-swachh-para: ರಾಮದುರ್ಗ,ಸೆ.20: ಪಟ್ಟಣದ ತಾಲೂಕ ಪಂಚಾಯತ ಸಭಾಭವನದಲ್ಲಿ ಹಮ್ಮಿಕೊಂಡ ಸ್ವಚ್ಛತೆಯ ಕಡೆಗೆ ದಿಟ್ಟ ಹೆಜ್ಜೆ (ಸ್ವಚ್ಛತಾ ಹೀ ಸೇವಾ) ಅಭಿಯಾನವನ್ನು ತಾ.ಪಂ ಕಾರ್ಯನಿರ್ವಾಹಕ ಅಧಿಕಾರಿ ಪ್ರವೀಣಕುಮಾರ ಸಾಲಿ ಅವರು ಉದ್ಘಾಟನೆ ಮಾಡುವ ಮೂಲಕ ಚಾಲನೆ ನೀಡಿದರು. xyxy=(258,752,468,779)
notice-court: ಜೆ.ಎಂ.ಎಫ್.ಸಿ ನ್ಯಾಯಾಲಯ ಸಂಕೇಶ್ವರ xyxy=(603,864,685,873)
article-swachh-title: ಸ್ವಚ್ಛತೆ ಕಡೆಗೆ ದಿಟ್ಟ ಹೆಜ್ಜೆ ಅಭಿಯಾನಕ್ಕೆ ಚಾಲನೆ xyxy=(348,614,596,634)
sonavalkar-portrait xyxy=(821,114,909,214)
article-swachh-para: ತಾಲೂಕಿನ 37 ಗ್ರಾಮ ಪಂಚಾಯತಿ ವ್ಯಾಪ್ತಿಯಲ್ಲಿ ಸ್ವಚ್ಛತಾ ಹೀ ಸೇವಾ ಕಾರ್ಯಕ್ರಮಗಳನ್ನು ಹಮ್ಮಿಕೊಳ್ಳಲಾಗಿದ್ದು, ಗ್ರಾಮೀಣ ಪ್ರದೇಶದ ವ್ಯಾಪ್ತಿಯಲ್ಲಿ ಬರುವ ಎಲ್ಲ ಗ್ರಾಮಗಳನ್ನು ಸ್ವಚ್ಛತೆಯಿಂದ ಇಡುವುದು ಗ್ರಾಮ ಪಂಚಾಯತಿ ಕರ್ತವ್ಯವಾಗಿದೆ. ಗ್ರಾ.ಪಂ ವ್ಯಾಪ್ತಿಯಿಂದ ಬರುವ ಗಿಡದ ಸ್ವಚ್ಛತೆ ಸೇರಿದಂತೆ ಕಾರ್ಯಗಳನ್ನು ಹಮ್ಮಿಕೊಂಡು ಗ್ರಾಮಗಳನ್ನು ತಮ್ಮ ಮನೆ ಗ್ರಾಮದವರನ್ನು ಸಹಕಾರ ನೀಡಬೇಕು. xyxy=(258,781,468,827)
notice-respondent: ತಹಶೀಲ್ದಾರರು ಹಾಗೂ ಜನನ ಮತ್ತು ಮರಣ xyxy=(707,1143,796,1152)
article-sebi xyxy=(28,63,244,803)
notice-respondent: ಹೊಸಪೇಟೆ, ವಿಜಯನಗರ ಜಿಲ್ಲೆ. xyxy=(259,1161,326,1170)
article-ganesha-byline: (ಹಸಿರುಕ್ರಾಂತಿ ಪತ್ರಿಕೆ) xyxy=(283,134,331,142)
notice-sirastedar: ಶಿರಸ್ತೇದಾರರು xyxy=(880,895,909,904)
notice-sign-row xyxy=(485,1287,685,1296)
notice-respondent-role: ...ಎದುರುದಾರರು xyxy=(872,1169,909,1178)
notice-sahi: ಸಹಿ/- xyxy=(485,1278,498,1287)
article-swachh-text xyxy=(258,752,468,1042)
notice-sign-row xyxy=(485,1279,685,1288)
article-sebi-para: ಮುಂಬಯಿ ಷೇರು ವಿನಿಮಯ ಕೇಂದ್ರ(ಬಿಎಸ್ಇ) ಮತ್ತು ಭಾರತೀಯ ರಾಷ್ಟ್ರೀಯ ಷೇರು ವಿನಿಮಯ ಕೇಂದ್ರ(ಎನ್ಎಸ್ಇ)ಯಲ್ಲಿ ಈಕ್ವಿಟಿ ಷೇರುಗಳನ್ನು ನೋಂದಾಯಿಸುವುದಾಗಿ ಕಂಪನಿ ಪ್ರಸ್ತಾಪಿಸಿದೆ. xyxy=(34,445,238,473)
notice-sahi: ಸಹಿ/- xyxy=(259,1270,272,1279)
notice-respondent: ಹೊಸಪೇಟೆ, ವಿಜಯನಗರ ಜಿಲ್ಲೆ. xyxy=(707,1161,774,1170)
shoe-distribution-photo xyxy=(705,397,911,502)
notice-case-number: ಕ್ರಿಮಿನಲ್ ಎಂ.ಸಿ.ನಂ. : 1128/2024 xyxy=(707,663,909,673)
notice-hospet xyxy=(700,1050,916,1430)
notice-applicant-row xyxy=(259,1110,465,1119)
article-sebi-title: ಸೆಬಿಗೆ ಡಿಆರ್ ಎಚ್ ಪಿ ಸಲ್ಲಿಸಿದ ಐವ್ಯಾಲ್ಯು ಇನ್ ಪೋಸೊಲ್ಯೂಷನ್ಸ್ xyxy=(37,69,235,102)
notice-respondent: ತಹಶೀಲ್ದಾರರು ಹಾಗೂ ಜನನ ಮತ್ತು ಮರಣ xyxy=(485,1143,574,1152)
felicitation-photo-svg xyxy=(95,815,241,913)
notice-issue: ದಿನಾಂಕ : 25-08-2024 ರಂದು ನ್ಯಾಯಾಲಯದ ಮೊಹರು ಹಾಗೂ ನನ್ನ ಸಹಿಯೊಂದಿಗೆ ನೀಡಲಾಗಿದೆ. xyxy=(707,859,909,876)
notice-applicant: ವೆಂಕಟೇಶ ತಂದೆ ಮಲ್ಲಪ್ಪ xyxy=(35,1118,86,1127)
notice-sign-row xyxy=(35,1287,237,1296)
notice-respondent: ನೊಂದಣಾಧಿಕಾರಿಗಳು xyxy=(485,1152,529,1161)
notice-advocate-name: ಶ್ರೀ ರವಿಚಂದ್ರ xyxy=(707,1287,734,1296)
notice-advocate-place: ವಕೀಲರು, ಹೊಸಪೇಟೆ xyxy=(707,1296,753,1305)
notice-versus: ಮತ್ತು xyxy=(355,1135,369,1144)
notice-issue: ದಿನಾಂಕ : 25-08-2024 ರಂದು ನ್ಯಾಯಾಲಯದ ಮೊಹರು ಹಾಗೂ ನನ್ನ ಸಹಿಯೊಂದಿಗೆ ನೀಡಲಾಗಿದೆ. xyxy=(707,1251,909,1268)
notice-sirastedar: ಶಿರಸ್ತೇದಾರರು xyxy=(880,1287,909,1296)
notice-court: 3ನೇ ಹೆಚ್ಚುವರಿ ಸಿವಿಲ್ ನ್ಯಾಯಾಧೀಶರು xyxy=(385,1287,465,1296)
notice-heading: ಸಾರ್ವಜನಿಕ ನೋಟೀಸು xyxy=(561,754,609,763)
notice-respondent: ತಹಶೀಲ್ದಾರರು ಹಾಗೂ ಜನನ ಮತ್ತು ಮರಣ xyxy=(259,1143,348,1152)
date-kannada: ಶನಿವಾರ ೨೧-೦೯-೨೦೨೪ xyxy=(777,32,844,41)
notice-versus: ವಿರುದ್ಧ xyxy=(577,728,593,737)
registration-dot-cyan xyxy=(115,1445,125,1455)
notice-party-role: ...ಎದುರುದಾರರು xyxy=(648,745,685,754)
registration-marks-2 xyxy=(325,1440,381,1459)
notice-respondent-role: ...ಎದುರುದಾರರು xyxy=(200,1169,237,1178)
article-sonavalkar-para2: ಬೆಂಗಳೂರಿನ ಕೇಂದ್ರ ರೇಷ್ಮೆ ಮಂಡಳಿಯ ಸದಸ್ಯ ಕಾರ್ಯದರ್ಶಿ ಪಿ. ಶಿವಕುಮಾರ ಅವರು ತಿಳಿಸಿದ್ದಾರೆ. ಇದೇ ಸೆ. 21ರಂದು ಬೆಂಗಳೂರಿನ ಜೆಪಿಎನ್ ಅಂತರರಾಷ್ಟ್ರೀಯ ಸಭಾಭವನದಲ್ಲಿ ಜರುಗಲಿರುವ ಸಮಾರಂಭದಲ್ಲಿ ಕೇಂದ್ರ ಜವಳಿ ಸಚಿವ ಗಿರಿರಾಜ ಸಿಂಗ್ ಅವರು ಪ್ರಶಸ್ತಿ ನೀಡಿ ಗೌರವಿಸಲಿದ್ದಾರೆ. ಟಿ.ಎನ್. ಸೋನವಾಲಕರ ಅವರು ರೇಷ್ಮೆ ತಂತ್ರಜ್ಞಾನದಲ್ಲಿ ಮಾಡಿದ ಸಂಶೋಧನೆಗೆ ರಾಷ್ಟ್ರ ಮತ್ತು ಅಂತರರಾಷ್ಟ್ರೀಯ ಅನೇಕ ಪ್ರಶಸ್ತಿ, ಗೌರವಗಳನ್ನು ಈ ಹಿಂದೆ ಪಡೆದುಕೊಂಡಿರುತ್ತಾರೆ. ಅವರ ಸತತ, ಸಂಶೋಧನೆಗೆ 1996ರಲ್ಲಿ ಅಂತರರಾಷ್ಟ್ರೀಯ ಬಾಯೋಸ್ಪಿಯರ್ ಪ್ರಶಸ್ತಿಯನ್ನು ಪಡೆದುಕೊಂಡಿದ್ದಾರೆ ಎಂದು ತಿಳಿಸಿದ್ದಾರೆ. xyxy=(705,220,911,284)
notice-respondent: ತಹಶೀಲ್ದಾರರು ಹಾಗೂ ಜನನ ಮತ್ತು ಮರಣ xyxy=(707,751,796,760)
article-sebi-byline: (ಹಸಿರುಕ್ರಾಂತಿ ಪತ್ರಿಕೆ) xyxy=(112,108,160,116)
article-felicitation-place: 'ಗ'ರ'ಗ', xyxy=(33,835,56,843)
notice-party: ಮತ್ತು ಮಕ್ಕಳು xyxy=(485,711,515,720)
notice-applicant-row xyxy=(707,1110,909,1119)
ganesha-procession-photo xyxy=(403,132,689,274)
registration-dot-yellow xyxy=(355,1445,365,1455)
article-shoes xyxy=(700,348,916,653)
article-kumbar xyxy=(252,318,692,598)
hall-banner-text: ಸಭಾಭವನ xyxy=(397,361,422,369)
article-ganesha xyxy=(252,63,692,313)
article-ganesha-title: ಕಾಗವಾಡ ಪಟ್ಟಣದ ಬಸವ ನಗರದಲ್ಲಿ 13ನೇ ದಿನದ ಗಣಪತಿ ವಿಸರ್ಜನೆ ಅದ್ದೂರಿ ಮೆರವಣಿಗೆ ಮುಖಾಂತರ ಗಣೇಶನಿಗೆ ವಿದಾಯ xyxy=(253,64,691,126)
notice-court2: ಮತ್ತು ಜೆ.ಎಂ.ಎಫ್.ಸಿ. ನ್ಯಾಯಾಲಯ, ಹೊಸಪೇಟೆ xyxy=(805,1304,909,1313)
notice-case-number: ಕ್ರಿಮಿನಲ್ ಎಂ.ಸಿ.ನಂ. : 1125/2024 xyxy=(259,1055,465,1065)
notice-sign-row xyxy=(707,887,909,896)
notice-order: ನ್ಯಾಯಾಲಯದ ಅಪ್ಪಣೆಯ ಮೇರೆಗೆ xyxy=(549,1270,621,1279)
notice-advocate-place: ವಕೀಲರು, ಹೊಸಪೇಟೆ xyxy=(35,1296,81,1305)
notice-court2: ಮತ್ತು ಜೆ.ಎಂ.ಎಫ್.ಸಿ. ನ್ಯಾಯಾಲಯ, ಹೊಸಪೇಟೆ xyxy=(361,1296,465,1305)
article-sebi-para: "ಐವ್ಯಾಲ್ಯು ಇನ್ ಫೋಸೊಲ್ಯೂಷನ್ ಲಿಮಿಟೆಡ್" ಕಂಪನಿಯು ತಂತ್ರಜ್ಞಾನ ಪರಿಹಾರ ಒದಗಿಸುವ, ಡಿಜಿಟಲ್ ಅಪ್ಲಿಕೇಶನ್‌ಗಳು ಮತ್ತು ಡೇಟಾ ಸುರಕ್ಷಿತಗೊಳಿಸುವ ಮತ್ತು ನಿರ್ವಹಿಸುವ ಸಮಗ್ರ, ಉದ್ಯಮ-ನಿರ್ಮಿತ ಪರಿಹಾರಗಳನ್ನು ನೀಡುವ ವಿಶೇಷ ಉದ್ಯಮವಾಗಿದೆ. ಡಿಜಿಟಲ್ ಅಪ್ಲಿಕೇಶನ್‌ಗಳು ಮತ್ತು ಡೇಟಾ ಕಾರ್ಯಕ್ಷಮತೆ, ಲಭ್ಯತೆ, ಮಾಪನ ಮತ್ತು ಸುರಕ್ಷತೆ ಖಾತ್ರಿಪಡಿಸುವ ಗುರಿ ಹೊಂದಿರುವ ಕಂಪನಿಯಾಗಿದೆ. xyxy=(34,272,238,318)
notice-order: ನ್ಯಾಯಾಲಯದ ಅಪ್ಪಣೆಯ ಮೇರೆಗೆ xyxy=(772,878,844,887)
swachh-photo-svg xyxy=(257,658,467,738)
notice-applicant-row xyxy=(485,1110,685,1119)
notice-respondent-role: ...ಎದುರುದಾರರು xyxy=(872,777,909,786)
notice-heading: : ನೋಟೀಸು : xyxy=(569,1178,601,1187)
notice-title: ಮಾನ್ಯ ಪ್ರಧಾನ ಜೆ.ಎಮ್.ಎಫ್.ಸಿ. ಸಂಕೇಶ್ವರ ಇವರ ನ್ಯಾಯಾಲಯದ ಸ್ಥಳ: ಸಂಕೇಶ್ವರ xyxy=(501,674,669,698)
notice-applicant-label: ನಡುವೆ : xyxy=(485,1109,504,1118)
notice-sign-row xyxy=(707,1296,909,1305)
notice-court2: ಮತ್ತು ಜೆ.ಎಂ.ಎಫ್.ಸಿ. ನ್ಯಾಯಾಲಯ, ಹೊಸಪೇಟೆ xyxy=(805,912,909,921)
notice-date-row xyxy=(485,856,685,865)
article-sebi-para: 2024ರ ಹಣಕಾಸು ವರ್ಷಕ್ಕೆ ಅನ್ವಯವಾಗುವಂತೆ, ಕಂಪನಿಯು ಗ್ರಾಹಕರಿಗೆ ಒದಗಿಸಿರುವ ವಿವಿಧ ಪರಿಹಾರ ಸೇವಾ ವ್ಯವಹಾರಗಳಾದ ಸೈಬರ್ ಭದ್ರತೆ, ಮಾಹಿತಿ ಜೀವನಚಕ್ರ ನಿರ್ವಹಣೆ, ಡೇಟಾ ಸೆಂಟರ್ ಮೊಡರ್ನೈಸೇಶನ್, ಅಪ್ಲಿಕೇಶನ್ ಜೀವನಚಕ್ರ ನಿರ್ವಹಣೆ, ಕ್ಲೌಡ್ ಫ್ಲೋ ಮತ್ತು ಎಡ್ಜ್ ಪರಿಹಾರ ಮತ್ತು ಸಂಬಂಧಿತ ಸೇವೆಗಳಿಂದ 2,110 ಕೋಟಿ ರೂ. ಮೊತ್ತದ ಸರಕುಗಳನ್ನು ಈ ಎಲ್ಲಾ ಕಾರ್ಯಾಚರಣೆಗಳಿಂದ 780 ಕೋಟಿ ರೂ. ಆದಾಯ ಗಳಿಸಿದೆ. xyxy=(34,359,238,404)
notice-respondent: ನೊಂದಣಾಧಿಕಾರಿಗಳು xyxy=(707,1152,751,1161)
notice-respondent: ನೊಂದಣಾಧಿಕಾರಿಗಳು xyxy=(35,1152,79,1161)
article-shoes-title: ಸರ್ಕಾರಿ ಪ್ರೌಢಶಾಲೆಯಲ್ಲಿ ಬೂಟ,ಕಾಲು ಚೀಲ ವಿತರಣೆ xyxy=(701,349,915,393)
notice-applicant-label: ನಡುವೆ : xyxy=(35,1109,54,1118)
notice-respondent-role: ...ಎದುರುದಾರರು xyxy=(648,1169,685,1178)
article-ganesha-para2: ಪ್ರತಿಷ್ಠಾಪಿಸಲ್ಪಟ್ಟ ಗಣಪತಿ ಮೂರ್ತಿಗಳಿಗೆ ಬೀಳ್ಕೊಟ್ಟರು. ಈ ಸಮಯದಲ್ಲಿ ಮಂಡಳಗಳ ಪದಾಧಿಕಾರಿಗಳು ಹಾಗೂ ಸದಸ್ಯರು, ಪಟ್ಟಣದ ನಿವಾಸಿಗಳು ಉಪಸ್ಥಿತರಿದ್ದು ವಿಧಿ-ವಿಧಾನದ ನಂತರ ಅದ್ದೂರಿ ಮೆರವಣಿಗೆಯೊಂದಿಗೆ ವಿಸರ್ಜಿಸಲಾಯಿತು. xyxy=(403,276,689,294)
